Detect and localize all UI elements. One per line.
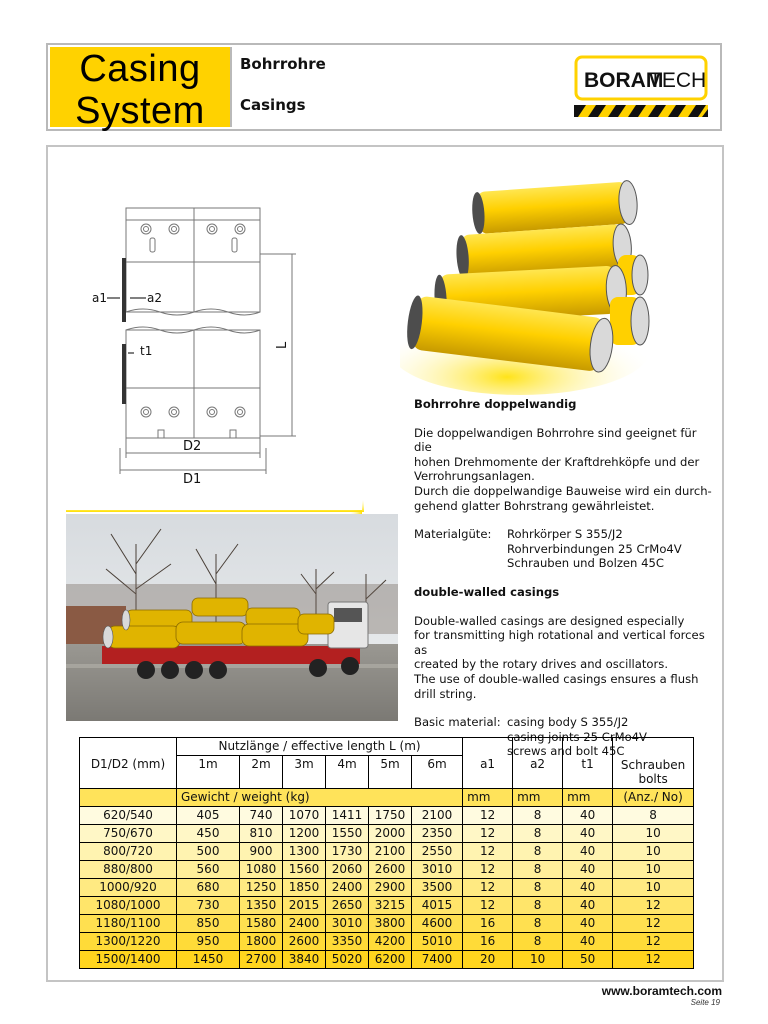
- material-item: casing joints 25 CrMo4V: [507, 729, 647, 744]
- title-line-2: System: [75, 90, 205, 132]
- value-cell: 2900: [369, 878, 412, 896]
- diameter-cell: 1500/1400: [80, 950, 177, 968]
- value-cell: 1350: [240, 896, 283, 914]
- table-row: [80, 842, 694, 860]
- col-bolts: [613, 756, 694, 789]
- value-cell: 4015: [412, 896, 463, 914]
- body-english-line: drill string.: [414, 686, 477, 701]
- value-cell: 10: [613, 824, 694, 842]
- value-cell: 40: [563, 824, 613, 842]
- value-cell: 560: [177, 860, 240, 878]
- table-row: [80, 896, 694, 914]
- table-row: [80, 806, 694, 824]
- value-cell: 8: [513, 860, 563, 878]
- value-cell: 4200: [369, 932, 412, 950]
- footer-url[interactable]: www.boramtech.com: [601, 984, 722, 998]
- material-row: [414, 527, 714, 571]
- value-cell: 740: [240, 806, 283, 824]
- value-cell: 3215: [369, 896, 412, 914]
- body-english-line: for transmitting high rotational and vertical forces as: [414, 628, 705, 657]
- value-cell: 2600: [283, 932, 326, 950]
- value-cell: 8: [513, 824, 563, 842]
- value-cell: 10: [613, 860, 694, 878]
- title-line-1: Casing: [79, 48, 201, 90]
- label-a2: a2: [147, 291, 162, 305]
- col-diameter: D1/D2 (mm): [80, 756, 177, 789]
- value-cell: 450: [177, 824, 240, 842]
- col-t1: t1: [563, 756, 613, 789]
- value-cell: 10: [613, 878, 694, 896]
- col-bolts-en: bolts: [638, 771, 668, 786]
- value-cell: 40: [563, 806, 613, 824]
- value-cell: 7400: [412, 950, 463, 968]
- description-german: [414, 397, 714, 759]
- value-cell: 12: [463, 860, 513, 878]
- diameter-cell: 800/720: [80, 842, 177, 860]
- diameter-cell: 750/670: [80, 824, 177, 842]
- value-cell: 4600: [412, 914, 463, 932]
- value-cell: 405: [177, 806, 240, 824]
- value-cell: 40: [563, 878, 613, 896]
- value-cell: 8: [513, 932, 563, 950]
- col-length: 5m: [369, 756, 412, 789]
- label-d2: D2: [183, 439, 202, 454]
- value-cell: 1730: [326, 842, 369, 860]
- col-bolts-de: Schrauben: [620, 757, 686, 772]
- table-row: [80, 914, 694, 932]
- value-cell: 1800: [240, 932, 283, 950]
- value-cell: 2700: [240, 950, 283, 968]
- value-cell: 10: [513, 950, 563, 968]
- value-cell: 2060: [326, 860, 369, 878]
- value-cell: 3010: [412, 860, 463, 878]
- header-blank: [80, 738, 177, 756]
- value-cell: 2400: [326, 878, 369, 896]
- subtitle-english: Casings: [240, 96, 306, 114]
- value-cell: 850: [177, 914, 240, 932]
- diameter-cell: 1080/1000: [80, 896, 177, 914]
- value-cell: 2550: [412, 842, 463, 860]
- value-cell: 8: [513, 896, 563, 914]
- header-blank: [463, 738, 513, 756]
- value-cell: 12: [463, 806, 513, 824]
- subtitle-german: Bohrrohre: [240, 55, 326, 73]
- col-a1: a1: [463, 756, 513, 789]
- body-german-line: Verrohrungsanlagen.: [414, 469, 535, 484]
- value-cell: 1070: [283, 806, 326, 824]
- value-cell: 1560: [283, 860, 326, 878]
- value-cell: 5020: [326, 950, 369, 968]
- value-cell: 40: [563, 842, 613, 860]
- value-cell: 810: [240, 824, 283, 842]
- col-length: 6m: [412, 756, 463, 789]
- col-a2: a2: [513, 756, 563, 789]
- value-cell: 20: [463, 950, 513, 968]
- header-blank: [563, 738, 613, 756]
- material-label-german: Materialgüte:: [414, 527, 492, 542]
- value-cell: 8: [513, 806, 563, 824]
- logo-stripes: [574, 105, 708, 117]
- body-english-line: Double-walled casings are designed especially: [414, 613, 685, 628]
- value-cell: 1450: [177, 950, 240, 968]
- label-a1: a1: [92, 291, 107, 305]
- body-german-line: Die doppelwandigen Bohrrohre sind geeignet für die: [414, 425, 697, 455]
- material-item: Rohrverbindungen 25 CrMo4V: [507, 541, 682, 556]
- unit-a1: mm: [463, 788, 513, 806]
- value-cell: 2350: [412, 824, 463, 842]
- unit-a2: mm: [513, 788, 563, 806]
- value-cell: 40: [563, 860, 613, 878]
- material-item: Rohrkörper S 355/J2: [507, 527, 623, 542]
- casings-stack-photo: [400, 165, 676, 395]
- value-cell: 1580: [240, 914, 283, 932]
- casing-spec-table: [79, 737, 694, 969]
- body-english-line: The use of double-walled casings ensures a flush: [414, 671, 699, 686]
- diameter-cell: 1000/920: [80, 878, 177, 896]
- table-row: [80, 860, 694, 878]
- value-cell: 12: [463, 842, 513, 860]
- value-cell: 16: [463, 932, 513, 950]
- value-cell: 40: [563, 896, 613, 914]
- value-cell: 3500: [412, 878, 463, 896]
- value-cell: 12: [613, 914, 694, 932]
- value-cell: 16: [463, 914, 513, 932]
- table-row: [80, 878, 694, 896]
- value-cell: 3010: [326, 914, 369, 932]
- value-cell: 5010: [412, 932, 463, 950]
- value-cell: 2400: [283, 914, 326, 932]
- unit-bolts: (Anz./ No): [613, 788, 694, 806]
- value-cell: 8: [613, 806, 694, 824]
- body-german-line: hohen Drehmomente der Kraftdrehköpfe und der: [414, 454, 700, 469]
- value-cell: 10: [613, 842, 694, 860]
- value-cell: 3840: [283, 950, 326, 968]
- value-cell: 50: [563, 950, 613, 968]
- weight-header: Gewicht / weight (kg): [177, 788, 463, 806]
- diameter-cell: 880/800: [80, 860, 177, 878]
- value-cell: 950: [177, 932, 240, 950]
- logo-text-boram: BORAM: [584, 69, 664, 92]
- diameter-cell: 1300/1220: [80, 932, 177, 950]
- value-cell: 40: [563, 932, 613, 950]
- value-cell: 1850: [283, 878, 326, 896]
- value-cell: 6200: [369, 950, 412, 968]
- value-cell: 12: [613, 950, 694, 968]
- label-length: L: [275, 341, 290, 349]
- header-row-1: [80, 738, 694, 756]
- value-cell: 8: [513, 842, 563, 860]
- value-cell: 12: [463, 896, 513, 914]
- body-german-line: Durch die doppelwandige Bauweise wird ein durch-: [414, 483, 712, 498]
- boramtech-logo: [574, 55, 708, 119]
- spec-body: [80, 806, 694, 968]
- value-cell: 12: [613, 932, 694, 950]
- diameter-cell: 620/540: [80, 806, 177, 824]
- value-cell: 8: [513, 914, 563, 932]
- value-cell: 2000: [369, 824, 412, 842]
- value-cell: 2600: [369, 860, 412, 878]
- logo-text-tech: TECH: [649, 69, 707, 92]
- table-row: [80, 824, 694, 842]
- heading-english: double-walled casings: [414, 584, 560, 599]
- value-cell: 8: [513, 878, 563, 896]
- table-row: [80, 932, 694, 950]
- table-row: [80, 950, 694, 968]
- page-number: Seite 19: [690, 998, 720, 1007]
- value-cell: 1080: [240, 860, 283, 878]
- value-cell: 500: [177, 842, 240, 860]
- material-item: casing body S 355/J2: [507, 715, 629, 730]
- unit-row: [80, 788, 694, 806]
- value-cell: 680: [177, 878, 240, 896]
- value-cell: 1411: [326, 806, 369, 824]
- header-blank: [513, 738, 563, 756]
- value-cell: 12: [613, 896, 694, 914]
- label-t1: t1: [140, 344, 153, 358]
- value-cell: 12: [463, 824, 513, 842]
- casing-technical-drawing: [62, 158, 362, 510]
- material-item: screws and bolt 45C: [507, 744, 625, 759]
- heading-german: Bohrrohre doppelwandig: [414, 397, 577, 411]
- value-cell: 2650: [326, 896, 369, 914]
- material-label-english: Basic material:: [414, 715, 501, 730]
- value-cell: 2100: [412, 806, 463, 824]
- value-cell: 2015: [283, 896, 326, 914]
- unit-t1: mm: [563, 788, 613, 806]
- value-cell: 40: [563, 914, 613, 932]
- value-cell: 730: [177, 896, 240, 914]
- label-d1: D1: [183, 472, 202, 487]
- page-header: [46, 43, 722, 131]
- diameter-cell: 1180/1100: [80, 914, 177, 932]
- value-cell: 1550: [326, 824, 369, 842]
- body-german-line: gehend glatter Bohrstrang gewährleistet.: [414, 498, 655, 513]
- material-item: Schrauben und Bolzen 45C: [507, 556, 664, 571]
- value-cell: 3800: [369, 914, 412, 932]
- length-header: Nutzlänge / effective length L (m): [177, 738, 463, 756]
- body-english-line: created by the rotary drives and oscillators.: [414, 657, 669, 672]
- value-cell: 1250: [240, 878, 283, 896]
- unit-blank: [80, 788, 177, 806]
- value-cell: 1200: [283, 824, 326, 842]
- value-cell: 2100: [369, 842, 412, 860]
- col-length: 3m: [283, 756, 326, 789]
- value-cell: 900: [240, 842, 283, 860]
- truck-transport-photo: [66, 514, 398, 721]
- col-length: 1m: [177, 756, 240, 789]
- title-box: [50, 47, 232, 132]
- header-row-2: [80, 756, 694, 789]
- col-length: 4m: [326, 756, 369, 789]
- value-cell: 12: [463, 878, 513, 896]
- value-cell: 3350: [326, 932, 369, 950]
- pipe-group: [405, 180, 649, 373]
- col-length: 2m: [240, 756, 283, 789]
- value-cell: 1300: [283, 842, 326, 860]
- value-cell: 1750: [369, 806, 412, 824]
- header-blank: [613, 738, 694, 756]
